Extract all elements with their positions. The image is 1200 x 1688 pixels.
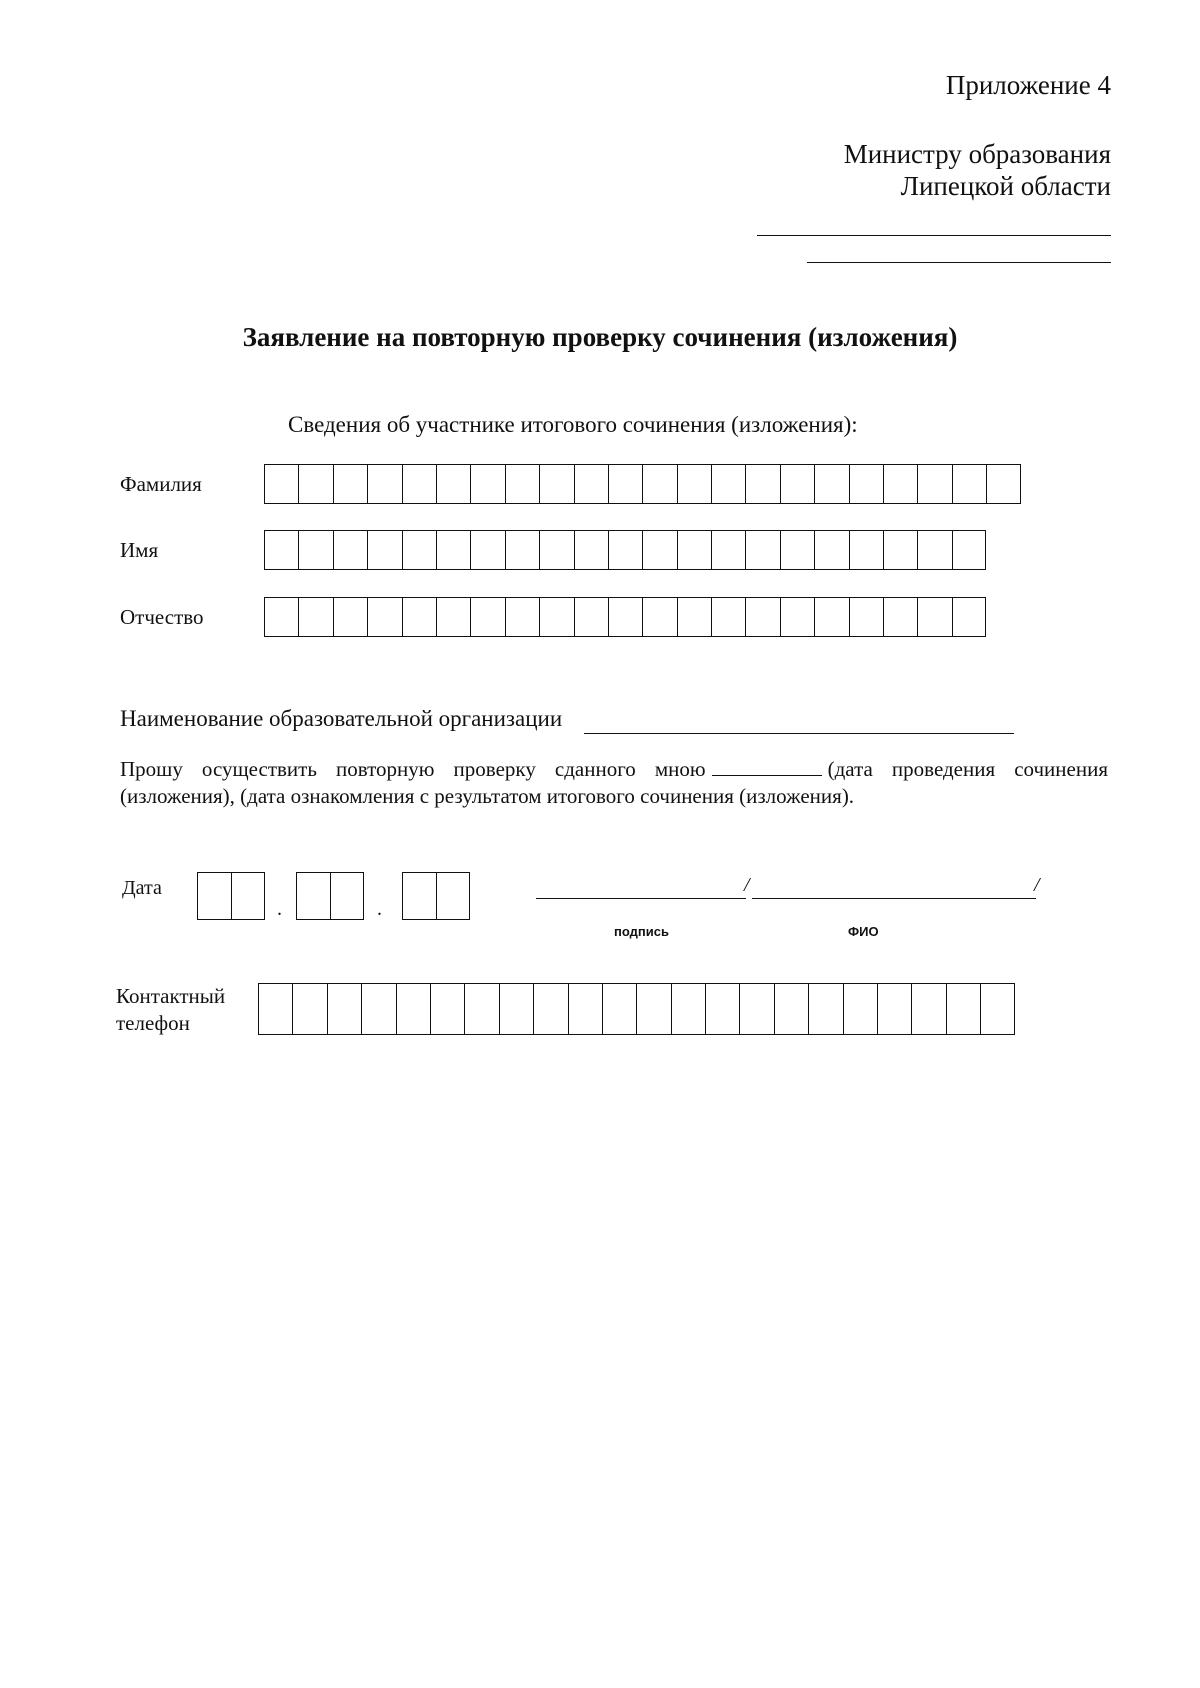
- addressee-line-2: Липецкой области: [900, 171, 1111, 201]
- date-year-field[interactable]: [402, 872, 470, 920]
- character-cell[interactable]: [396, 983, 430, 1035]
- character-cell[interactable]: [877, 983, 911, 1035]
- character-cell[interactable]: [402, 464, 436, 504]
- character-cell[interactable]: [745, 597, 779, 637]
- applicant-name-line-1[interactable]: [757, 235, 1111, 236]
- character-cell[interactable]: [780, 464, 814, 504]
- character-cell[interactable]: [849, 464, 883, 504]
- character-cell[interactable]: [539, 464, 573, 504]
- character-cell[interactable]: [745, 464, 779, 504]
- signature-line[interactable]: [536, 898, 746, 899]
- character-cell[interactable]: [780, 597, 814, 637]
- character-cell[interactable]: [402, 530, 436, 570]
- character-cell[interactable]: [711, 464, 745, 504]
- character-cell[interactable]: [539, 597, 573, 637]
- character-cell[interactable]: [883, 530, 917, 570]
- character-cell[interactable]: [849, 530, 883, 570]
- character-cell[interactable]: [917, 464, 951, 504]
- signature-slash-2: /: [1034, 874, 1040, 896]
- character-cell[interactable]: [602, 983, 636, 1035]
- organization-label: Наименование образовательной организации: [120, 706, 563, 731]
- participant-info-heading: Сведения об участнике итогового сочинения (изложения):: [288, 412, 858, 437]
- character-cell[interactable]: [883, 597, 917, 637]
- character-cell[interactable]: [470, 464, 504, 504]
- character-cell[interactable]: [608, 597, 642, 637]
- character-cell[interactable]: [774, 983, 808, 1035]
- signature-caption: подпись: [614, 924, 669, 939]
- date-separator-2: .: [377, 898, 382, 920]
- character-cell[interactable]: [739, 983, 773, 1035]
- date-day-field[interactable]: [197, 872, 265, 920]
- character-cell[interactable]: [642, 597, 676, 637]
- character-cell[interactable]: [574, 530, 608, 570]
- signature-slash-1: /: [744, 874, 750, 896]
- character-cell[interactable]: [258, 983, 292, 1035]
- character-cell[interactable]: [883, 464, 917, 504]
- character-cell[interactable]: [917, 597, 951, 637]
- character-cell[interactable]: [264, 530, 298, 570]
- character-cell[interactable]: [464, 983, 498, 1035]
- character-cell[interactable]: [436, 597, 470, 637]
- appendix-number: Приложение 4: [945, 70, 1111, 100]
- character-cell[interactable]: [436, 872, 470, 920]
- character-cell[interactable]: [264, 464, 298, 504]
- phone-label-line-1: Контактный: [116, 984, 226, 1008]
- phone-field[interactable]: [258, 983, 1015, 1035]
- character-cell[interactable]: [677, 464, 711, 504]
- date-separator-1: .: [277, 898, 282, 920]
- character-cell[interactable]: [539, 530, 573, 570]
- character-cell[interactable]: [292, 983, 326, 1035]
- exam-date-blank[interactable]: [712, 759, 822, 776]
- character-cell[interactable]: [814, 464, 848, 504]
- character-cell[interactable]: [367, 464, 401, 504]
- date-label: Дата: [122, 877, 162, 899]
- character-cell[interactable]: [843, 983, 877, 1035]
- character-cell[interactable]: [505, 530, 539, 570]
- character-cell[interactable]: [361, 983, 395, 1035]
- character-cell[interactable]: [986, 464, 1020, 504]
- character-cell[interactable]: [808, 983, 842, 1035]
- full-name-line[interactable]: [752, 898, 1036, 899]
- addressee: [844, 138, 1111, 202]
- character-cell[interactable]: [946, 983, 980, 1035]
- character-cell[interactable]: [780, 530, 814, 570]
- character-cell[interactable]: [980, 983, 1014, 1035]
- character-cell[interactable]: [952, 530, 986, 570]
- character-cell[interactable]: [367, 597, 401, 637]
- name-label: Имя: [120, 538, 159, 562]
- patronymic-field[interactable]: [264, 597, 986, 637]
- surname-field[interactable]: [264, 464, 1021, 504]
- character-cell[interactable]: [197, 872, 231, 920]
- character-cell[interactable]: [642, 464, 676, 504]
- addressee-line-1: Министру образования: [843, 139, 1111, 169]
- character-cell[interactable]: [711, 530, 745, 570]
- character-cell[interactable]: [608, 464, 642, 504]
- character-cell[interactable]: [677, 597, 711, 637]
- character-cell[interactable]: [533, 983, 567, 1035]
- character-cell[interactable]: [711, 597, 745, 637]
- character-cell[interactable]: [849, 597, 883, 637]
- character-cell[interactable]: [745, 530, 779, 570]
- name-field[interactable]: [264, 530, 986, 570]
- character-cell[interactable]: [911, 983, 945, 1035]
- character-cell[interactable]: [333, 597, 367, 637]
- request-paragraph: [120, 756, 1108, 810]
- character-cell[interactable]: [642, 530, 676, 570]
- character-cell[interactable]: [264, 597, 298, 637]
- character-cell[interactable]: [952, 597, 986, 637]
- character-cell[interactable]: [568, 983, 602, 1035]
- phone-label-line-2: телефон: [116, 1011, 190, 1035]
- character-cell[interactable]: [917, 530, 951, 570]
- character-cell[interactable]: [327, 983, 361, 1035]
- character-cell[interactable]: [298, 530, 332, 570]
- character-cell[interactable]: [574, 597, 608, 637]
- patronymic-label: Отчество: [120, 605, 204, 629]
- character-cell[interactable]: [470, 530, 504, 570]
- date-month-field[interactable]: [296, 872, 364, 920]
- character-cell[interactable]: [814, 530, 848, 570]
- character-cell[interactable]: [436, 530, 470, 570]
- character-cell[interactable]: [499, 983, 533, 1035]
- request-text-end: (дата проведения сочинения (изложения), (дата ознакомления с результатом итогового сочинения (изложения).: [120, 757, 1108, 808]
- character-cell[interactable]: [333, 464, 367, 504]
- character-cell[interactable]: [574, 464, 608, 504]
- character-cell[interactable]: [430, 983, 464, 1035]
- character-cell[interactable]: [705, 983, 739, 1035]
- character-cell[interactable]: [608, 530, 642, 570]
- character-cell[interactable]: [402, 872, 436, 920]
- surname-label: Фамилия: [120, 472, 202, 496]
- organization-input-line[interactable]: [584, 733, 1014, 734]
- character-cell[interactable]: [402, 597, 436, 637]
- phone-label: [116, 983, 225, 1037]
- request-text-start: Прошу осуществить повторную проверку сданного мною: [120, 757, 706, 781]
- character-cell[interactable]: [298, 464, 332, 504]
- document-title: Заявление на повторную проверку сочинения (изложения): [242, 322, 958, 352]
- character-cell[interactable]: [330, 872, 364, 920]
- character-cell[interactable]: [671, 983, 705, 1035]
- full-name-caption: ФИО: [848, 924, 879, 939]
- character-cell[interactable]: [636, 983, 670, 1035]
- character-cell[interactable]: [952, 464, 986, 504]
- character-cell[interactable]: [814, 597, 848, 637]
- character-cell[interactable]: [505, 464, 539, 504]
- character-cell[interactable]: [298, 597, 332, 637]
- applicant-name-line-2[interactable]: [807, 262, 1111, 263]
- character-cell[interactable]: [436, 464, 470, 504]
- character-cell[interactable]: [296, 872, 330, 920]
- character-cell[interactable]: [470, 597, 504, 637]
- character-cell[interactable]: [231, 872, 265, 920]
- character-cell[interactable]: [367, 530, 401, 570]
- character-cell[interactable]: [333, 530, 367, 570]
- character-cell[interactable]: [677, 530, 711, 570]
- character-cell[interactable]: [505, 597, 539, 637]
